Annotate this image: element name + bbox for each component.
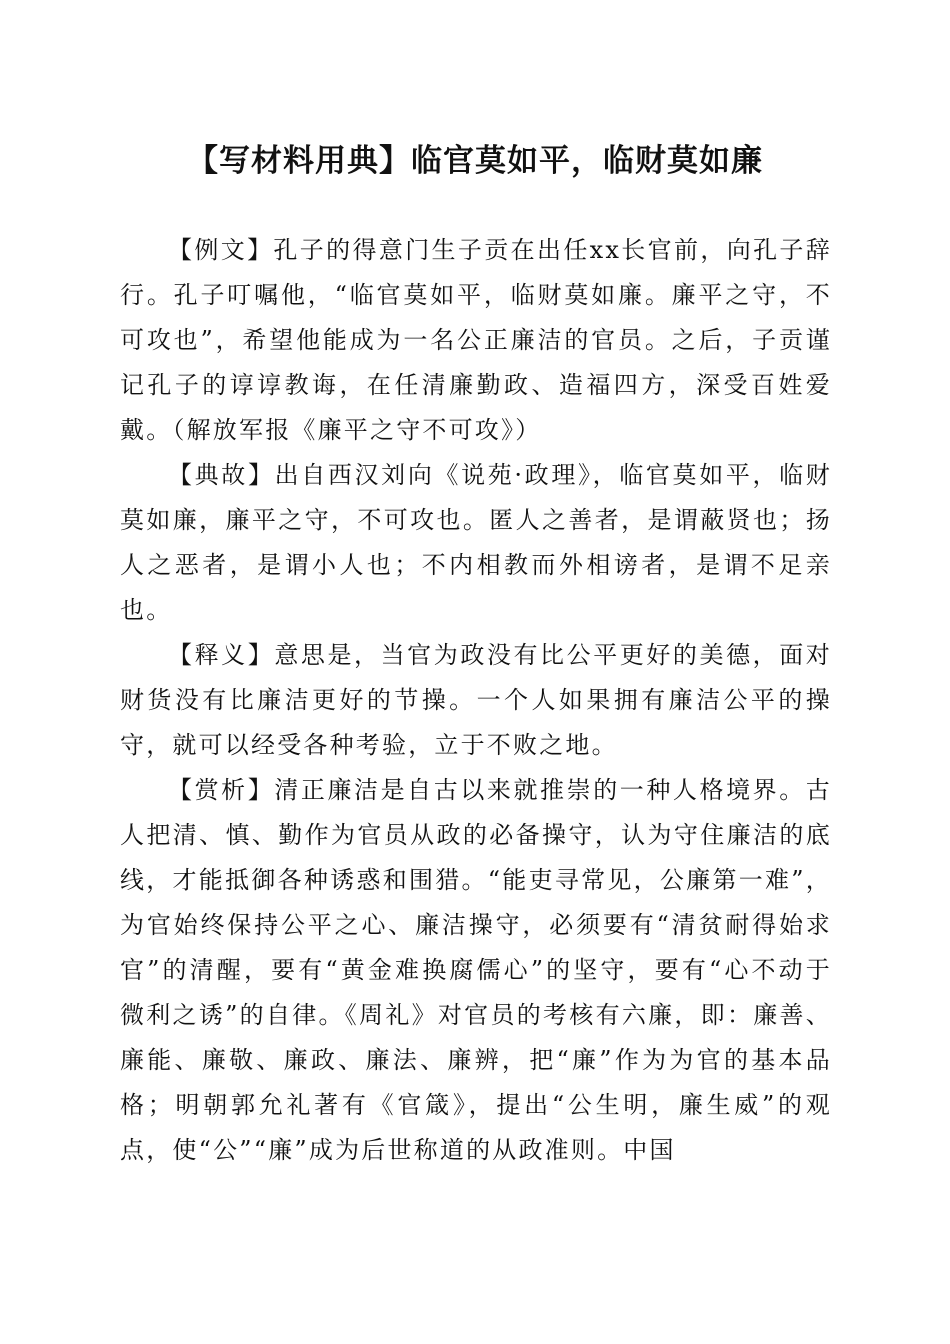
paragraph-allusion [120, 453, 832, 633]
document-title: 【写材料用典】临官莫如平，临财莫如廉 [187, 143, 763, 179]
section-label-example: 【例文】 [168, 236, 274, 264]
paragraph-meaning [120, 633, 832, 768]
section-label-allusion: 【典故】 [168, 461, 275, 489]
section-label-meaning: 【释义】 [168, 641, 275, 669]
document-body [120, 228, 832, 1173]
section-text-appreciation: 清正廉洁是自古以来就推崇的一种人格境界。古人把清、慎、勤作为官员从政的必备操守，认为守住廉洁的底线，才能抵御各种诱惑和围猎。“能吏寻常见，公廉第一难”，为官始终保持公平之心、廉洁操守，必须要有“清贫耐得始求官”的清醒，要有“黄金难换腐儒心”的坚守，要有“心不动于微利之诱”的自律。《周礼》对官员的考核有六廉，即：廉善、廉能、廉敬、廉政、廉法、廉辨，把“廉”作为为官的基本品格；明朝郭允礼著有《官箴》，提出“公生明，廉生威”的观点，使“公”“廉”成为后世称道的从政准则。中国 [120, 776, 832, 1164]
paragraph-example [120, 228, 832, 453]
section-label-appreciation: 【赏析】 [168, 776, 275, 804]
paragraph-appreciation [120, 768, 832, 1173]
section-text-example: 孔子的得意门生子贡在出任xx长官前，向孔子辞行。孔子叮嘱他，“临官莫如平，临财莫如廉。廉平之守，不可攻也”，希望他能成为一名公正廉洁的官员。之后，子贡谨记孔子的谆谆教诲，在任清廉勤政、造福四方，深受百姓爱戴。（解放军报《廉平之守不可攻》） [120, 236, 832, 444]
section-text-allusion: 出自西汉刘向《说苑·政理》，临官莫如平，临财莫如廉，廉平之守，不可攻也。匿人之善者，是谓蔽贤也；扬人之恶者，是谓小人也；不内相教而外相谤者，是谓不足亲也。 [120, 461, 832, 624]
section-text-meaning: 意思是，当官为政没有比公平更好的美德，面对财货没有比廉洁更好的节操。一个人如果拥有廉洁公平的操守，就可以经受各种考验，立于不败之地。 [120, 641, 832, 759]
